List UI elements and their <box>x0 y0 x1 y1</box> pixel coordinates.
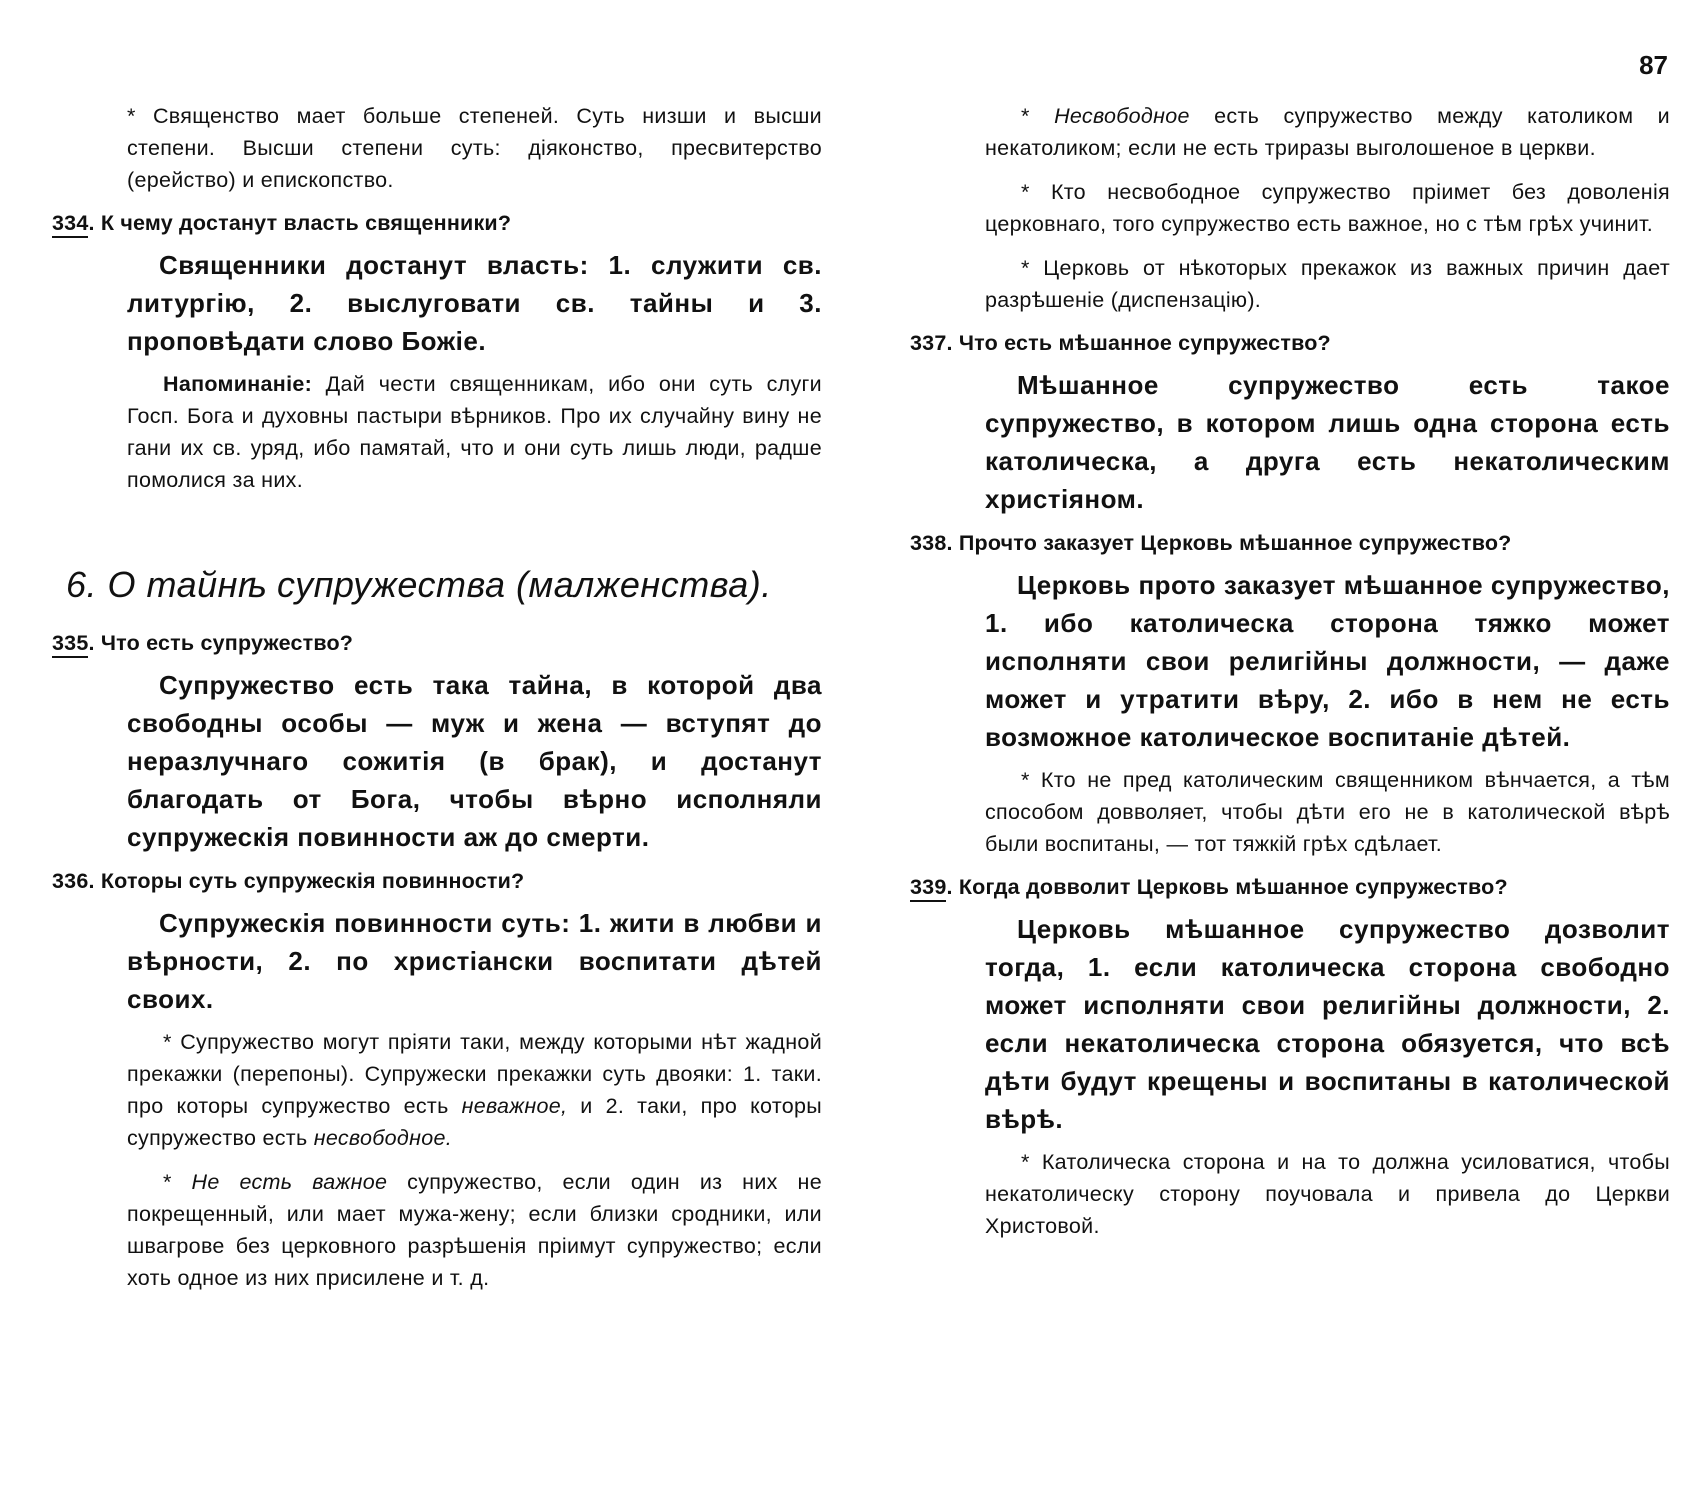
question-number: 337 <box>910 331 947 355</box>
note-emphasis: неважное, <box>461 1094 568 1118</box>
note-338: * Кто не пред католическим священником вѣнчается, а тѣм способом довволяет, чтобы дѣти его не в католической вѣрѣ были воспитаны, — тот тяжкій грѣх сдѣлает. <box>985 768 1670 856</box>
answer-335: Супружество есть така тайна, в которой два свободны особы — муж и жена — вступят до неразлучнаго сожитія (в брак), и достанут благодать от Бога, чтобы вѣрно исполняли супружескія повинности аж до смерти. <box>127 670 822 852</box>
question-334: 334. К чему достанут власть священники? <box>52 208 822 238</box>
note-text: есть супружество между католиком и некатоликом; если не есть триразы выголошеное в церкви. <box>985 104 1670 160</box>
answer-338: Церковь прото заказует мѣшанное супружество, 1. ибо католическа сторона тяжко может исполняти свои религійны должности, — даже может и утратити вѣру, 2. ибо в нем не есть возможное католическое воспитаніе дѣтей. <box>985 570 1670 752</box>
note-336-1 <box>52 1026 822 1154</box>
intro-note: * Священство мает больше степеней. Суть низши и высши степени. Высши степени суть: діяконство, пресвитерство (ерейство) и епископство. <box>127 104 822 192</box>
note-emphasis: Несвободное <box>1054 104 1190 128</box>
question-text: Которы суть супружескія повинности? <box>100 869 525 893</box>
note-text: * Супружество могут пріяти таки, между которыми нѣт жадной прекажки (перепоны). Супружески прекажки суть двояки: 1. таки. про которы супружество есть <box>127 1030 822 1118</box>
note-dispensation: * Церковь от нѣкоторых прекажок из важных причин дает разрѣшеніе (диспензацію). <box>985 256 1670 312</box>
question-text: К чему достанут власть священники? <box>100 211 512 235</box>
answer-336: Супружескія повинности суть: 1. жити в любви и вѣрности, 2. по христіански воспитати дѣтей своих. <box>127 908 822 1014</box>
page-number: 87 <box>1639 50 1668 80</box>
question-number: 336 <box>52 869 89 893</box>
question-number: 338 <box>910 531 947 555</box>
note-text: * <box>1021 104 1055 128</box>
question-text: Что есть супружество? <box>100 631 354 655</box>
question-335: 335. Что есть супружество? <box>52 628 822 658</box>
reminder-text: Дай чести священникам, ибо они суть слуги Госп. Бога и духовны пастыри вѣрников. Про их случайну вину не гани их св. уряд, ибо памятай, что и они суть лишь люди, радше помолися за них. <box>127 372 822 492</box>
note-339: * Католическа сторона и на то должна усиловатися, чтобы некатолическу сторону поучовала и привела до Церкви Христовой. <box>985 1150 1670 1238</box>
right-column <box>910 100 1670 1254</box>
question-text: Что есть мѣшанное супружество? <box>958 331 1331 355</box>
question-339: 339. Когда довволит Церковь мѣшанное супружество? <box>910 872 1670 902</box>
left-column <box>52 100 822 1306</box>
section-heading: 6. О тайнѣ супружества (малженства). <box>66 564 772 605</box>
question-number: 335 <box>52 631 88 658</box>
note-unfree <box>910 100 1670 164</box>
reminder-label: Напоминаніе: <box>163 372 313 396</box>
question-number: 339 <box>910 875 946 902</box>
reminder-334 <box>52 368 822 496</box>
question-337: 337. Что есть мѣшанное супружество? <box>910 331 1331 355</box>
question-text: Когда довволит Церковь мѣшанное супружество? <box>958 875 1508 899</box>
note-permission: * Кто несвободное супружество пріимет без доволенія церковнаго, того супружество есть важное, но с тѣм грѣх учинит. <box>985 180 1670 236</box>
note-text: * <box>163 1170 192 1194</box>
answer-339: Церковь мѣшанное супружество дозволит тогда, 1. если католическа сторона свободно может исполняти свои религійны должности, 2. если некатолическа сторона обязуется, что всѣ дѣти будут крещены и воспитаны в католической вѣрѣ. <box>985 914 1670 1134</box>
question-336: 336. Которы суть супружескія повинности? <box>52 869 525 893</box>
answer-337: Мѣшанное супружество есть такое супружество, в котором лишь одна сторона есть католическа, а друга есть некатолическим христіяном. <box>985 370 1670 514</box>
note-336-2 <box>52 1166 822 1294</box>
answer-334: Священники достанут власть: 1. служити св. литургію, 2. выслуговати св. тайны и 3. проповѣдати слово Божіе. <box>127 250 822 356</box>
note-emphasis: несвободное. <box>313 1126 452 1150</box>
question-text: Прочто заказует Церковь мѣшанное супружество? <box>958 531 1512 555</box>
note-emphasis: Не есть важное <box>191 1170 388 1194</box>
note-text: супружество, если один из них не покрещенный, или мает мужа-жену; если близки сродники, или швагрове без церковного разрѣшенія пріимут супружество; если хоть одное из них присилене и т. д. <box>127 1170 822 1290</box>
note-text: и 2. таки, про которы супружество есть <box>127 1094 822 1150</box>
question-338: 338. Прочто заказует Церковь мѣшанное супружество? <box>910 531 1512 555</box>
question-number: 334 <box>52 211 88 238</box>
